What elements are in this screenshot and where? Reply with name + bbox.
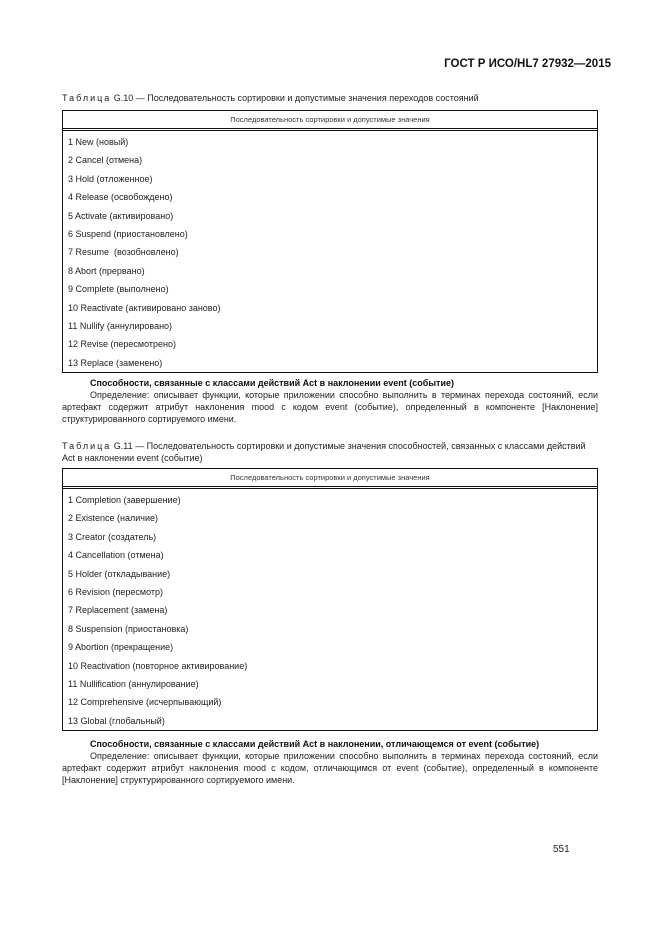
- table-row: 8 Abort (прервано): [68, 265, 145, 276]
- table-body: [63, 131, 597, 372]
- table-label: Таблица: [62, 93, 112, 103]
- table-title: G.11 — Последовательность сортировки и допустимые значения способностей, связанных с классами действий Act в наклонении event (событие): [62, 441, 586, 463]
- table-g11-caption: [62, 440, 600, 464]
- table-row: 9 Abortion (прекращение): [68, 642, 174, 653]
- table-row: 10 Reactivate (активировано заново): [68, 302, 221, 313]
- table-row: 5 Activate (активировано): [68, 210, 174, 221]
- table-title: G.10 — Последовательность сортировки и допустимые значения переходов состояний: [111, 93, 479, 103]
- table-row: 13 Replace (заменено): [68, 357, 163, 368]
- table-row: 13 Global (глобальный): [68, 715, 165, 726]
- table-row: 7 Replacement (замена): [68, 605, 168, 616]
- table-row: 5 Holder (откладывание): [68, 568, 171, 579]
- table-row: 6 Revision (пересмотр): [68, 586, 164, 597]
- table-column-header: Последовательность сортировки и допустимые значения: [63, 111, 597, 131]
- table-row: 11 Nullify (аннулировано): [68, 320, 173, 331]
- table-row: 6 Suspend (приостановлено): [68, 228, 188, 239]
- table-label: Таблица: [62, 441, 112, 451]
- table-row: 3 Hold (отложенное): [68, 173, 153, 184]
- table-row: 3 Creator (создатель): [68, 531, 157, 542]
- table-g10-caption: [62, 92, 600, 104]
- table-row: 8 Suspension (приостановка): [68, 623, 189, 634]
- section-event-capabilities: [62, 377, 598, 425]
- table-g11: [62, 468, 598, 731]
- table-row: 12 Revise (пересмотрено): [68, 339, 177, 350]
- section-title: Способности, связанные с классами действий Act в наклонении, отличающемся от event (событие): [90, 739, 540, 749]
- table-g10: [62, 110, 598, 373]
- table-row: 4 Cancellation (отмена): [68, 550, 164, 561]
- table-row: 11 Nullification (аннулирование): [68, 678, 199, 689]
- table-row: 4 Release (освобождено): [68, 192, 173, 203]
- table-row: 1 New (новый): [68, 137, 129, 147]
- standard-designation: ГОСТ Р ИСО/HL7 27932—2015: [444, 58, 611, 70]
- table-row: 1 Completion (завершение): [68, 495, 181, 505]
- table-row: 12 Comprehensive (исчерпывающий): [68, 697, 222, 708]
- section-definition: Определение: описывает функции, которые приложении способно выполнить в терминах перехода состояний, если артефакт содержит атрибут наклонения mood с кодом, отличающимся от event (событие), определенный в компоненте [Наклонение] структурированного сортируемого имени.: [62, 751, 598, 785]
- table-body: [63, 489, 597, 730]
- section-non-event-capabilities: [62, 738, 598, 786]
- table-row: 9 Complete (выполнено): [68, 284, 169, 295]
- section-definition: Определение: описывает функции, которые приложении способно выполнить в терминах перехода состояний, если артефакт содержит атрибут наклонения mood с кодом event (событие), определенный в компоненте [Наклонение] структурированного сортируемого имени.: [62, 390, 598, 424]
- table-row: 2 Existence (наличие): [68, 513, 158, 524]
- table-row: 7 Resume (возобновлено): [68, 247, 179, 258]
- table-row: 2 Cancel (отмена): [68, 155, 143, 166]
- section-title: Способности, связанные с классами действий Act в наклонении event (событие): [90, 378, 454, 388]
- table-row: 10 Reactivation (повторное активирование): [68, 660, 248, 671]
- table-column-header: Последовательность сортировки и допустимые значения: [63, 469, 597, 489]
- page-number: 551: [553, 844, 570, 855]
